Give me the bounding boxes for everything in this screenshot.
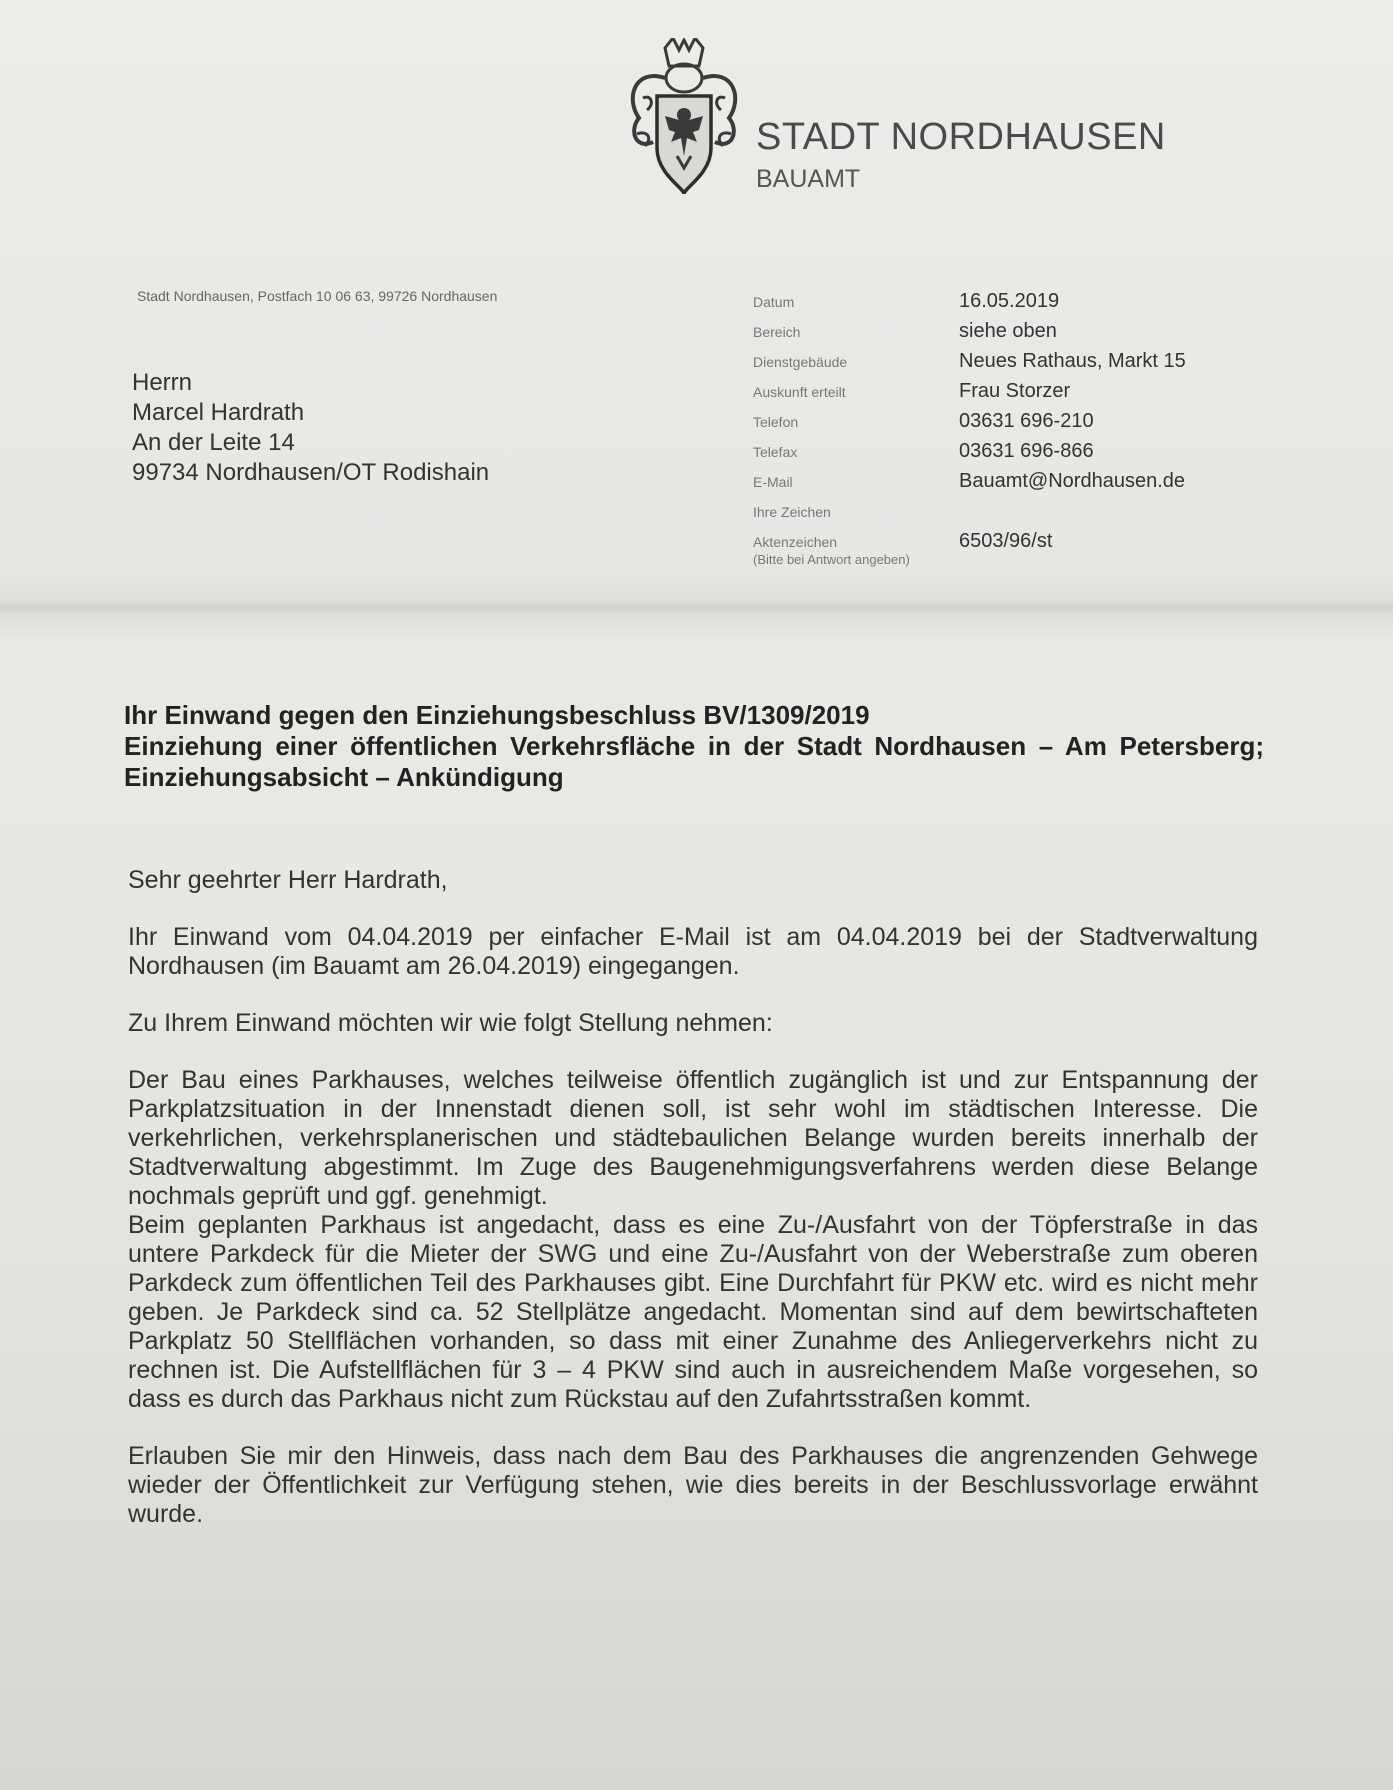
recipient-street: An der Leite 14 xyxy=(132,429,295,456)
meta-value-email: Bauamt@Nordhausen.de xyxy=(959,470,1185,492)
meta-label-dienstgebaeude: Dienstgebäude xyxy=(753,354,848,370)
meta-label-telefax: Telefax xyxy=(753,444,798,460)
meta-label-auskunft: Auskunft erteilt xyxy=(753,384,846,400)
org-name: STADT NORDHAUSEN xyxy=(756,116,1166,158)
body-paragraph-5: Erlauben Sie mir den Hinweis, dass nach dem Bau des Parkhauses die angrenzenden Gehwege wieder der Öffentlichkeit zur Verfügung stehen, wie dies bereits in der Beschlussvorlage erwähnt wurde. xyxy=(128,1442,1258,1528)
subject-line-1: Ihr Einwand gegen den Einziehungsbeschluss BV/1309/2019 xyxy=(124,700,870,730)
meta-label-bereich: Bereich xyxy=(753,324,801,340)
meta-row-ihre-zeichen xyxy=(751,500,1271,530)
body-paragraph-2: Zu Ihrem Einwand möchten wir wie folgt Stellung nehmen: xyxy=(128,1009,773,1037)
meta-row-telefax xyxy=(751,440,1271,470)
meta-row-bereich xyxy=(751,320,1271,350)
recipient-address xyxy=(132,368,489,488)
letter-meta-block xyxy=(751,290,1271,567)
meta-value-bereich: siehe oben xyxy=(959,320,1057,342)
body-paragraph-1: Ihr Einwand vom 04.04.2019 per einfacher E-Mail ist am 04.04.2019 bei der Stadtverwaltung Nordhausen (im Bauamt am 26.04.2019) eingegangen. xyxy=(128,923,1258,980)
meta-label-aktenzeichen: Aktenzeichen xyxy=(753,534,838,550)
meta-label-email: E-Mail xyxy=(753,474,793,490)
recipient-salutation: Herrn xyxy=(132,369,193,396)
meta-row-telefon xyxy=(751,410,1271,440)
paper-fold xyxy=(0,600,1393,614)
body-paragraph-4: Beim geplanten Parkhaus ist angedacht, dass es eine Zu-/Ausfahrt von der Töpferstraße in das untere Parkdeck für die Mieter der SWG und eine Zu-/Ausfahrt von der Weberstraße zum oberen Parkdeck zum öffentlichen Teil des Parkhauses gibt. Eine Durchfahrt für PKW etc. wird es nicht mehr geben. Je Parkdeck sind ca. 52 Stellplätze angedacht. Momentan sind auf dem bewirtschafteten Parkplatz 50 Stellflächen vorhanden, so dass mit einer Zunahme des Anliegerverkehrs nicht zu rechnen ist. Die Aufstellflächen für 3 – 4 PKW sind auch in ausreichendem Maße vorgesehen, so dass es durch das Parkhaus nicht zum Rückstau auf den Zufahrtsstraßen kommt. xyxy=(128,1211,1258,1413)
meta-value-datum: 16.05.2019 xyxy=(959,290,1060,312)
sender-return-address: Stadt Nordhausen, Postfach 10 06 63, 99726 Nordhausen xyxy=(137,288,498,304)
recipient-name: Marcel Hardrath xyxy=(132,399,305,426)
body-greeting: Sehr geehrter Herr Hardrath, xyxy=(128,866,448,894)
meta-value-telefax: 03631 696-866 xyxy=(959,440,1094,462)
body-paragraph-3: Der Bau eines Parkhauses, welches teilweise öffentlich zugänglich ist und zur Entspannung der Parkplatzsituation in der Innenstadt dienen soll, ist sehr wohl im städtischen Interesse. Die verkehrlichen, verkehrsplanerischen und städtebaulichen Belange wurden bereits innerhalb der Stadtverwaltung abgestimmt. Im Zuge des Baugenehmigungsverfahrens werden diese Belange nochmals geprüft und ggf. genehmigt. xyxy=(128,1066,1258,1210)
meta-label-telefon: Telefon xyxy=(753,414,799,430)
meta-row-auskunft xyxy=(751,380,1271,410)
meta-row-email xyxy=(751,470,1271,500)
meta-label-datum: Datum xyxy=(753,294,795,310)
meta-row-dienstgebaeude xyxy=(751,350,1271,380)
meta-value-dienstgebaeude: Neues Rathaus, Markt 15 xyxy=(959,350,1186,372)
meta-value-telefon: 03631 696-210 xyxy=(959,410,1094,432)
subject-line-2: Einziehung einer öffentlichen Verkehrsfläche in der Stadt Nordhausen – Am Petersberg; Einziehungsabsicht – Ankündigung xyxy=(124,731,1264,792)
meta-row-datum xyxy=(751,290,1271,320)
meta-row-aktenzeichen xyxy=(751,530,1271,567)
org-department: BAUAMT xyxy=(756,165,861,193)
coat-of-arms-icon xyxy=(625,38,743,196)
meta-note-aktenzeichen: (Bitte bei Antwort angeben) xyxy=(753,552,910,567)
letter-body xyxy=(128,866,1258,1529)
meta-value-auskunft: Frau Storzer xyxy=(959,380,1071,402)
meta-label-ihre-zeichen: Ihre Zeichen xyxy=(753,504,831,520)
meta-value-aktenzeichen: 6503/96/st xyxy=(959,530,1053,552)
letter-subject xyxy=(124,700,1264,793)
recipient-city: 99734 Nordhausen/OT Rodishain xyxy=(132,459,490,486)
